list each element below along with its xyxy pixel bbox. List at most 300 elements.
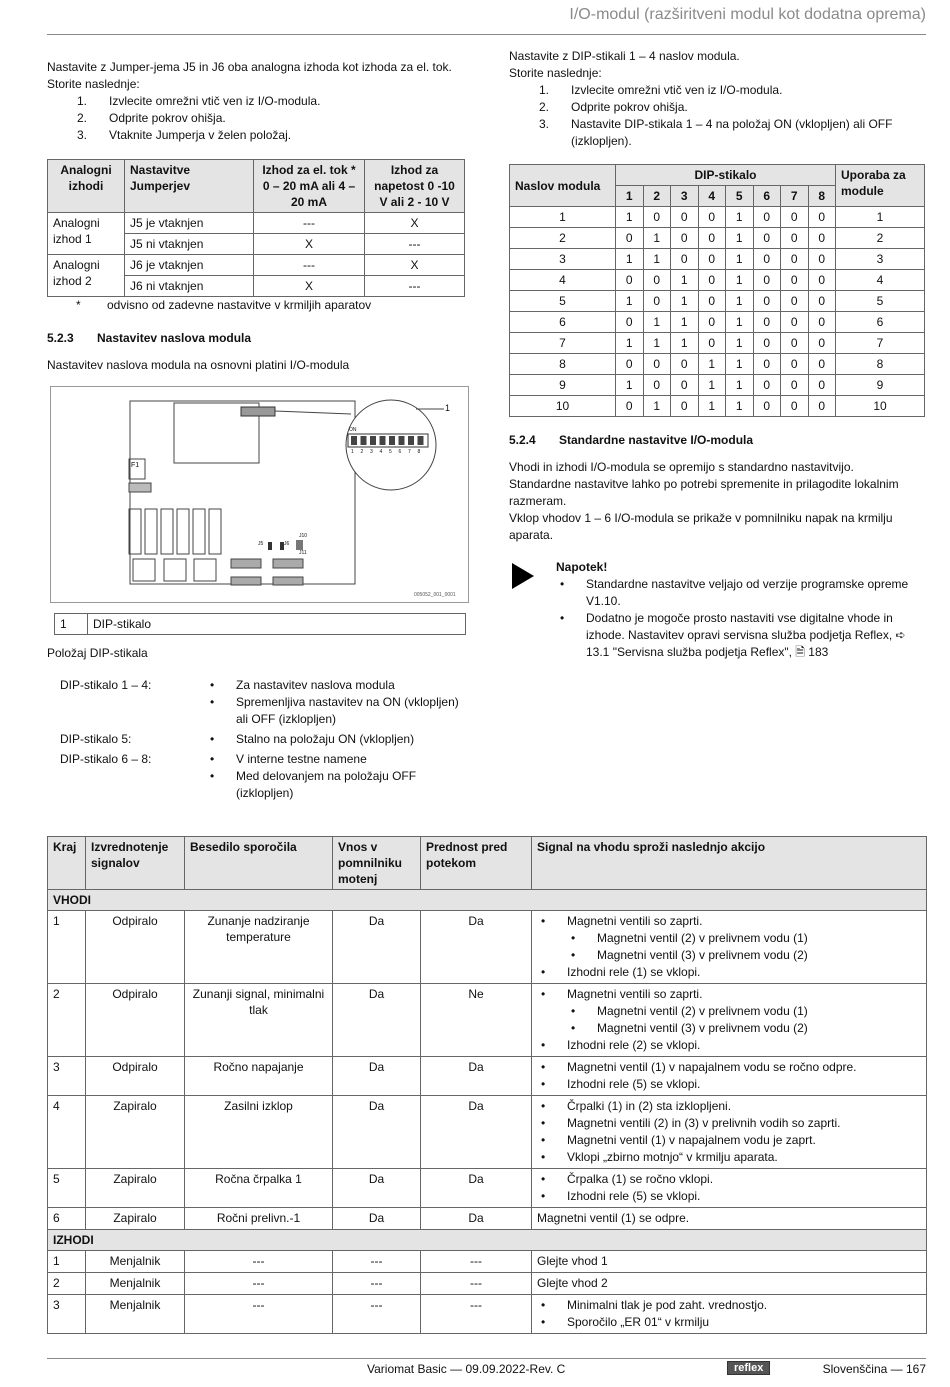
- cell-action: [532, 984, 927, 1057]
- cell-memory: Da: [333, 1057, 421, 1096]
- cell: 1: [671, 270, 699, 291]
- col-header: Naslov modula: [510, 165, 616, 207]
- jumper-j6-label: J6: [284, 541, 290, 547]
- cell-memory: Da: [333, 911, 421, 984]
- cell: X: [254, 276, 365, 297]
- cell: 0: [781, 270, 809, 291]
- cell: 0: [781, 228, 809, 249]
- cell: 1: [726, 396, 754, 417]
- section-label: IZHODI: [48, 1230, 927, 1251]
- cell-signal: Odpiralo: [86, 984, 185, 1057]
- action-item: • Magnetni ventili so zaprti.: [537, 986, 921, 1003]
- action-item: • Izhodni rele (5) se vklopi.: [537, 1076, 921, 1093]
- cell: 0: [671, 249, 699, 270]
- cell-signal: Zapiralo: [86, 1208, 185, 1230]
- dip-position-row: [60, 751, 470, 802]
- cell-memory: Da: [333, 984, 421, 1057]
- cell: 1: [643, 312, 671, 333]
- dip-position-row: [60, 677, 470, 728]
- table-row: [510, 375, 925, 396]
- cell: 1: [726, 291, 754, 312]
- note-item: • Dodatno je mogoče prosto nastaviti vse digitalne vhode in izhode. Nastavitev opravi servisna služba podjetja Reflex, ➪ 13.1 "Servisna služba podjetja Reflex", 🗎 183: [556, 610, 926, 661]
- cell: 3: [510, 249, 616, 270]
- circuit-board-diagram: [51, 387, 468, 602]
- step-text: Izvlecite omrežni vtič ven iz I/O-modula.: [571, 83, 783, 97]
- steps-list: [47, 93, 477, 144]
- step-text: Odprite pokrov ohišja.: [571, 100, 688, 114]
- cell: 0: [698, 228, 726, 249]
- cell: 7: [836, 333, 925, 354]
- cell: 0: [753, 270, 781, 291]
- dip-switch-number: 5: [389, 449, 392, 455]
- dip-positions-title: Položaj DIP-stikala: [47, 646, 148, 660]
- connector-j10-label: J10: [299, 533, 308, 539]
- cell-action: [532, 1096, 927, 1169]
- step-number: 2.: [539, 100, 550, 114]
- col-header: Izvrednotenje signalov: [86, 837, 185, 890]
- step-number: 1.: [77, 94, 88, 108]
- cell-message: ---: [185, 1273, 333, 1295]
- dip-position-item: • Med delovanjem na položaju OFF (izklopljen): [206, 768, 470, 802]
- cell: 0: [753, 396, 781, 417]
- cell: 1: [698, 354, 726, 375]
- cell-action: [532, 1057, 927, 1096]
- dip-switch: [408, 436, 414, 445]
- cell-priority: Da: [421, 1057, 532, 1096]
- dip-table-body: [510, 207, 925, 417]
- cell: 0: [616, 396, 644, 417]
- cell: 1: [616, 375, 644, 396]
- table-section-row: [48, 1230, 927, 1251]
- cell: 0: [753, 207, 781, 228]
- cell-message: Zasilni izklop: [185, 1096, 333, 1169]
- table-row: [48, 1295, 927, 1334]
- cell: 0: [808, 375, 836, 396]
- cell: 0: [616, 270, 644, 291]
- cell: 5: [510, 291, 616, 312]
- cell: 1: [643, 249, 671, 270]
- cell: ---: [365, 234, 465, 255]
- cell-signal: Zapiralo: [86, 1096, 185, 1169]
- cell: 0: [753, 354, 781, 375]
- step-text: Vtaknite Jumperja v želen položaj.: [109, 128, 292, 142]
- col-header: Izhod za napetost 0 -10 V ali 2 - 10 V: [365, 160, 465, 213]
- cell: 0: [698, 270, 726, 291]
- cell-action: [532, 1273, 927, 1295]
- cell: 0: [753, 249, 781, 270]
- cell: 6: [836, 312, 925, 333]
- dip-switch-number: 8: [417, 449, 421, 455]
- dip-col-header: 8: [808, 186, 836, 207]
- action-item: • Magnetni ventili so zaprti.: [537, 913, 921, 930]
- cell-location: 5: [48, 1169, 86, 1208]
- action-item: • Magnetni ventil (1) v napajalnem vodu se ročno odpre.: [537, 1059, 921, 1076]
- action-item: • Magnetni ventil (3) v prelivnem vodu (2): [537, 1020, 921, 1037]
- cell: J6 je vtaknjen: [125, 255, 254, 276]
- cell: 1: [698, 396, 726, 417]
- cell: 1: [698, 375, 726, 396]
- cell: 0: [753, 228, 781, 249]
- cell: 1: [726, 333, 754, 354]
- col-header: Uporaba za module: [836, 165, 925, 207]
- dip-switch: [389, 436, 395, 445]
- action-item: • Magnetni ventil (2) v prelivnem vodu (1): [537, 1003, 921, 1020]
- action-item: • Magnetni ventili (2) in (3) v prelivnih vodih so zaprti.: [537, 1115, 921, 1132]
- dip-position-item: • Stalno na položaju ON (vklopljen): [206, 731, 470, 748]
- step-item: [77, 110, 477, 127]
- cell: 1: [616, 291, 644, 312]
- cell-message: Zunanji signal, minimalni tlak: [185, 984, 333, 1057]
- table-section-row: [48, 890, 927, 911]
- step-text: Izvlecite omrežni vtič ven iz I/O-modula.: [109, 94, 321, 108]
- step-item: [77, 127, 477, 144]
- table-row: [510, 249, 925, 270]
- col-header: Kraj: [48, 837, 86, 890]
- jumper-table: [47, 159, 465, 297]
- dip-switch: [361, 436, 367, 445]
- section-title: Standardne nastavitve I/O-modula: [559, 433, 754, 447]
- reflex-logo: reflex: [727, 1361, 770, 1375]
- dip-position-row: [60, 731, 470, 748]
- table-row: [48, 1273, 927, 1295]
- cell: 0: [671, 375, 699, 396]
- section-number: 5.2.4: [509, 433, 536, 447]
- dip-position-item: • Za nastavitev naslova modula: [206, 677, 470, 694]
- cell-action: [532, 1208, 927, 1230]
- cell: 0: [753, 312, 781, 333]
- intro-line: Storite naslednje:: [47, 77, 140, 91]
- table-row: [510, 396, 925, 417]
- cell: 1: [726, 270, 754, 291]
- dip-col-header: 2: [643, 186, 671, 207]
- jumper-j5-label: J5: [258, 541, 264, 547]
- cell: 1: [671, 333, 699, 354]
- cell-memory: ---: [333, 1273, 421, 1295]
- dip-address-table: [509, 164, 925, 417]
- cell: 8: [836, 354, 925, 375]
- footer-divider: [47, 1358, 926, 1359]
- cell: 0: [808, 249, 836, 270]
- table-row: [48, 1057, 927, 1096]
- cell: Analogni izhod 2: [48, 255, 125, 297]
- cell: 0: [698, 291, 726, 312]
- cell-signal: Menjalnik: [86, 1251, 185, 1273]
- footnote: odvisno od zadevne nastavitve v krmiljih aparatov: [107, 298, 372, 312]
- cell-location: 2: [48, 1273, 86, 1295]
- paragraph: Vhodi in izhodi I/O-modula se opremijo s standardno nastavitvijo.: [509, 460, 854, 474]
- cell: 0: [781, 312, 809, 333]
- cell: 0: [698, 207, 726, 228]
- table-row: [510, 354, 925, 375]
- right-intro: [509, 48, 924, 150]
- footer-language-page: Slovenščina — 167: [822, 1362, 926, 1376]
- section-number: 5.2.3: [47, 331, 74, 345]
- cell-priority: ---: [421, 1251, 532, 1273]
- cell-location: 1: [48, 911, 86, 984]
- cell-location: 6: [48, 1208, 86, 1230]
- cell: J5 ni vtaknjen: [125, 234, 254, 255]
- cell: 0: [616, 354, 644, 375]
- section-text: [509, 459, 924, 544]
- cell: 0: [781, 333, 809, 354]
- cell: 10: [836, 396, 925, 417]
- action-item: • Sporočilo „ER 01“ v krmilju: [537, 1314, 921, 1331]
- cell-message: ---: [185, 1251, 333, 1273]
- cell: 1: [726, 228, 754, 249]
- cell-action: [532, 1295, 927, 1334]
- dip-switch: [370, 436, 376, 445]
- note-item: • Standardne nastavitve veljajo od verzije programske opreme V1.10.: [556, 576, 926, 610]
- cell: 4: [836, 270, 925, 291]
- cell: 1: [726, 207, 754, 228]
- col-header: Signal na vhodu sproži naslednjo akcijo: [532, 837, 927, 890]
- cell: 2: [510, 228, 616, 249]
- dip-positions-list: [60, 677, 470, 802]
- steps-list: [509, 82, 924, 150]
- section-heading-524: [509, 433, 753, 447]
- cell: 8: [510, 354, 616, 375]
- page-header-title: I/O-modul (razširitveni modul kot dodatna oprema): [569, 6, 926, 23]
- intro-line: Nastavite z Jumper-jema J5 in J6 oba analogna izhoda kot izhoda za el. tok.: [47, 60, 452, 74]
- cell: 6: [510, 312, 616, 333]
- section-title: Nastavitev naslova modula: [97, 331, 252, 345]
- circuit-board-figure: [50, 386, 469, 603]
- col-header: Vnos v pomnilniku motenj: [333, 837, 421, 890]
- cell-message: Ročno napajanje: [185, 1057, 333, 1096]
- note-title: Napotek!: [556, 560, 608, 574]
- step-number: 3.: [77, 128, 88, 142]
- dip-col-header: 3: [671, 186, 699, 207]
- footnote-mark: *: [76, 298, 81, 312]
- cell: 7: [510, 333, 616, 354]
- cell: 1: [616, 249, 644, 270]
- action-item: • Magnetni ventil (1) v napajalnem vodu je zaprt.: [537, 1132, 921, 1149]
- note-arrow-icon: [512, 563, 534, 589]
- cell: 0: [808, 228, 836, 249]
- cell: 0: [698, 249, 726, 270]
- cell-memory: ---: [333, 1295, 421, 1334]
- cell: ---: [254, 213, 365, 234]
- dip-switch: [399, 436, 405, 445]
- cell: 0: [753, 333, 781, 354]
- cell-signal: Menjalnik: [86, 1295, 185, 1334]
- table-row: [510, 333, 925, 354]
- cell-signal: Odpiralo: [86, 1057, 185, 1096]
- col-header: Izhod za el. tok * 0 – 20 mA ali 4 – 20 mA: [254, 160, 365, 213]
- dip-on-label: ON: [349, 427, 357, 433]
- table-row: [48, 1169, 927, 1208]
- figure-legend: [54, 613, 466, 635]
- action-item: • Magnetni ventil (2) v prelivnem vodu (1): [537, 930, 921, 947]
- cell-location: 2: [48, 984, 86, 1057]
- step-number: 1.: [539, 83, 550, 97]
- section-label: VHODI: [48, 890, 927, 911]
- cell: 0: [781, 396, 809, 417]
- step-number: 2.: [77, 111, 88, 125]
- cell: 0: [808, 333, 836, 354]
- cell: 0: [781, 249, 809, 270]
- cell: 0: [753, 375, 781, 396]
- cell: 0: [671, 396, 699, 417]
- action-item: • Izhodni rele (1) se vklopi.: [537, 964, 921, 981]
- cell-priority: ---: [421, 1273, 532, 1295]
- cell: X: [365, 213, 465, 234]
- col-header: Besedilo sporočila: [185, 837, 333, 890]
- table-row: [48, 984, 927, 1057]
- left-intro: [47, 59, 477, 144]
- cell: 0: [781, 207, 809, 228]
- cell: 3: [836, 249, 925, 270]
- cell: J5 je vtaknjen: [125, 213, 254, 234]
- cell: 0: [808, 270, 836, 291]
- dip-position-label: DIP-stikalo 6 – 8:: [60, 752, 152, 766]
- dip-position-item: • Spremenljiva nastavitev na ON (vklopljen) ali OFF (izklopljen): [206, 694, 470, 728]
- cell-location: 4: [48, 1096, 86, 1169]
- action-item: • Magnetni ventil (3) v prelivnem vodu (2): [537, 947, 921, 964]
- col-header: Prednost pred potekom: [421, 837, 532, 890]
- cell: 1: [643, 333, 671, 354]
- cell-priority: ---: [421, 1295, 532, 1334]
- cell: 1: [671, 291, 699, 312]
- section-heading-523: [47, 331, 251, 345]
- cell: 0: [781, 291, 809, 312]
- header-divider: [47, 34, 926, 35]
- cell-location: 1: [48, 1251, 86, 1273]
- cell-signal: Zapiralo: [86, 1169, 185, 1208]
- cell-location: 3: [48, 1057, 86, 1096]
- dip-col-header: 1: [616, 186, 644, 207]
- cell: 1: [616, 333, 644, 354]
- col-header: Analogni izhodi: [48, 160, 125, 213]
- table-row: [48, 213, 465, 234]
- step-text: Odprite pokrov ohišja.: [109, 111, 226, 125]
- cell-action: [532, 1251, 927, 1273]
- dip-col-header: 6: [753, 186, 781, 207]
- io-table-body: [48, 890, 927, 1334]
- table-row: [48, 1251, 927, 1273]
- table-row: [510, 207, 925, 228]
- cell: 1: [726, 375, 754, 396]
- cell-priority: Da: [421, 911, 532, 984]
- action-item: Magnetni ventil (1) se odpre.: [537, 1211, 690, 1225]
- dip-switch: [418, 436, 424, 445]
- fuse-label: F1: [131, 462, 140, 469]
- dip-switch-number: 7: [408, 449, 411, 455]
- section-text: Nastavitev naslova modula na osnovni platini I/O-modula: [47, 358, 350, 372]
- step-number: 3.: [539, 117, 550, 131]
- step-item: [539, 82, 924, 99]
- cell-priority: Ne: [421, 984, 532, 1057]
- cell: 1: [836, 207, 925, 228]
- table-row: [510, 270, 925, 291]
- cell-message: Ročna črpalka 1: [185, 1169, 333, 1208]
- cell-memory: Da: [333, 1208, 421, 1230]
- cell: 0: [671, 228, 699, 249]
- cell: 0: [808, 396, 836, 417]
- cell-memory: ---: [333, 1251, 421, 1273]
- action-item: • Izhodni rele (5) se vklopi.: [537, 1188, 921, 1205]
- cell-message: Zunanje nadziranje temperature: [185, 911, 333, 984]
- paragraph: Standardne nastavitve lahko po potrebi spremenite in prilagodite lokalnim razmeram.: [509, 477, 899, 508]
- intro-line: Nastavite z DIP-stikali 1 – 4 naslov modula.: [509, 49, 740, 63]
- cell: 0: [643, 270, 671, 291]
- table-row: [510, 228, 925, 249]
- cell: ---: [254, 255, 365, 276]
- cell: Analogni izhod 1: [48, 213, 125, 255]
- step-item: [539, 99, 924, 116]
- dip-position-item: • V interne testne namene: [206, 751, 470, 768]
- action-item: • Izhodni rele (2) se vklopi.: [537, 1037, 921, 1054]
- dip-switch: [351, 436, 357, 445]
- figure-code: 005052_001_0001: [414, 592, 456, 598]
- step-text: Nastavite DIP-stikala 1 – 4 na položaj ON (vklopljen) ali OFF (izklopljen).: [571, 117, 893, 148]
- paragraph: Vklop vhodov 1 – 6 I/O-modula se prikaže v pomnilniku napak na krmilju aparata.: [509, 511, 893, 542]
- cell: 1: [510, 207, 616, 228]
- action-item: • Črpalki (1) in (2) sta izklopljeni.: [537, 1098, 921, 1115]
- cell: 1: [643, 396, 671, 417]
- cell: 0: [808, 312, 836, 333]
- legend-row: [55, 614, 466, 635]
- connector-j11-label: J11: [299, 550, 307, 556]
- dip-switch-number: 6: [398, 449, 402, 455]
- cell-action: [532, 911, 927, 984]
- cell: 1: [643, 228, 671, 249]
- legend-number: 1: [55, 614, 88, 635]
- cell: 0: [643, 207, 671, 228]
- cell-signal: Menjalnik: [86, 1273, 185, 1295]
- cell: 0: [781, 354, 809, 375]
- cell-message: Ročni prelivn.-1: [185, 1208, 333, 1230]
- cell-memory: Da: [333, 1169, 421, 1208]
- cell: 0: [616, 312, 644, 333]
- cell: 0: [643, 354, 671, 375]
- step-item: [77, 93, 477, 110]
- cell: 0: [643, 375, 671, 396]
- cell: 0: [808, 291, 836, 312]
- cell: 0: [698, 333, 726, 354]
- cell-action: [532, 1169, 927, 1208]
- cell: 1: [616, 207, 644, 228]
- dip-switch-number: 1: [351, 449, 354, 455]
- dip-col-header: 4: [698, 186, 726, 207]
- step-item: [539, 116, 924, 150]
- table-row: [48, 255, 465, 276]
- cell: ---: [365, 276, 465, 297]
- cell: 4: [510, 270, 616, 291]
- cell: 1: [726, 312, 754, 333]
- footer-document: Variomat Basic — 09.09.2022-Rev. C: [367, 1362, 566, 1376]
- table-row: [510, 312, 925, 333]
- col-header: DIP-stikalo: [616, 165, 836, 186]
- cell: 0: [643, 291, 671, 312]
- cell: 0: [753, 291, 781, 312]
- cell-priority: Da: [421, 1096, 532, 1169]
- cell: 0: [671, 354, 699, 375]
- cell: 5: [836, 291, 925, 312]
- legend-label: DIP-stikalo: [88, 614, 466, 635]
- cell: X: [365, 255, 465, 276]
- dip-switch-number: 3: [370, 449, 373, 455]
- dip-switch: [380, 436, 386, 445]
- cell: X: [254, 234, 365, 255]
- cell-priority: Da: [421, 1208, 532, 1230]
- cell: 1: [726, 249, 754, 270]
- dip-switch-number: 2: [360, 449, 364, 455]
- table-row: [48, 1208, 927, 1230]
- cell: 9: [836, 375, 925, 396]
- io-table: [47, 836, 927, 1334]
- cell: 9: [510, 375, 616, 396]
